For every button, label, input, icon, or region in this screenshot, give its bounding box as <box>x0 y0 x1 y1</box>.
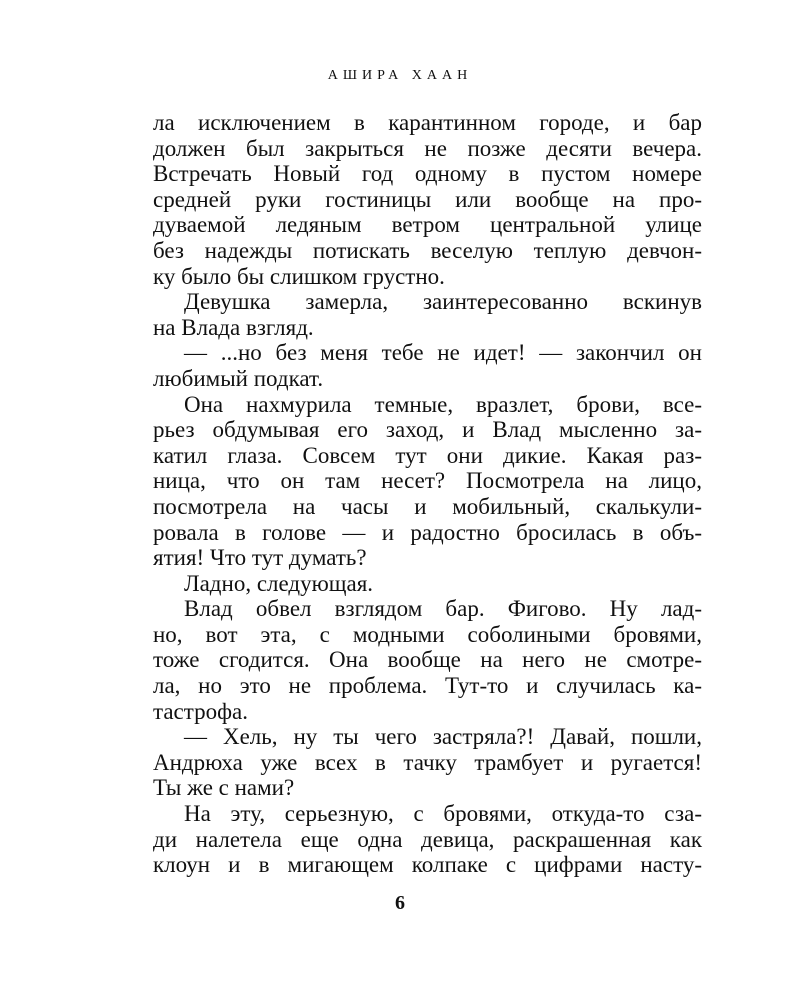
text-line: клоун и в мигающем колпаке с цифрами насту- <box>153 852 702 878</box>
running-head-author: АШИРА ХААН <box>327 68 473 83</box>
text-line: ди налетела еще одна девица, раскрашенная как <box>153 826 702 852</box>
text-line: Девушка замерла, заинтересованно вскинув <box>184 289 702 315</box>
text-line: Влад обвел взглядом бар. Фигово. Ну лад- <box>184 596 702 622</box>
text-line: ла исключением в карантинном городе, и бар <box>153 110 702 135</box>
text-line: ку было бы слишком грустно. <box>153 263 445 289</box>
text-line: рьез обдумывая его заход, и Влад мысленно за- <box>153 417 702 443</box>
text-line: Ладно, следующая. <box>184 570 374 596</box>
text-line: без надежды потискать веселую теплую девчон- <box>153 237 702 263</box>
text-line: тастрофа. <box>153 698 248 724</box>
text-line: На эту, серьезную, с бровями, откуда-то сза- <box>184 801 702 827</box>
text-line: но, вот эта, с модными соболиными бровями, <box>153 621 702 647</box>
text-line: Андрюха уже всех в тачку трамбует и ругается! <box>153 749 702 775</box>
text-line: Встречать Новый год одному в пустом номере <box>153 161 702 187</box>
text-line: на Влада взгляд. <box>153 314 314 340</box>
text-line: средней руки гостиницы или вообще на про- <box>153 186 702 212</box>
text-line: ла, но это не проблема. Тут-то и случилась ка- <box>153 673 702 699</box>
text-line: ятия! Что тут думать? <box>153 545 367 571</box>
text-line: любимый подкат. <box>153 365 324 391</box>
text-line: Она нахмурила темные, вразлет, брови, все- <box>184 391 702 417</box>
text-line: посмотрела на часы и мобильный, скалькули- <box>153 493 702 519</box>
text-line: Ты же с нами? <box>153 775 295 801</box>
text-line: ница, что он там несет? Посмотрела на лицо, <box>153 468 702 494</box>
text-line: тоже сгодится. Она вообще на него не смотре- <box>153 647 702 673</box>
body-text <box>153 110 702 878</box>
text-line: — Хель, ну ты чего застряла?! Давай, пошли, <box>184 724 702 750</box>
text-line: — ...но без меня тебе не идет! — закончил он <box>184 340 702 366</box>
text-line: должен был закрыться не позже десяти вечера. <box>153 135 702 161</box>
page-number: 6 <box>395 892 405 914</box>
text-line: катил глаза. Совсем тут они дикие. Какая раз- <box>153 442 702 468</box>
text-line: дуваемой ледяным ветром центральной улице <box>153 212 702 238</box>
text-line: ровала в голове — и радостно бросилась в объ- <box>153 519 702 545</box>
